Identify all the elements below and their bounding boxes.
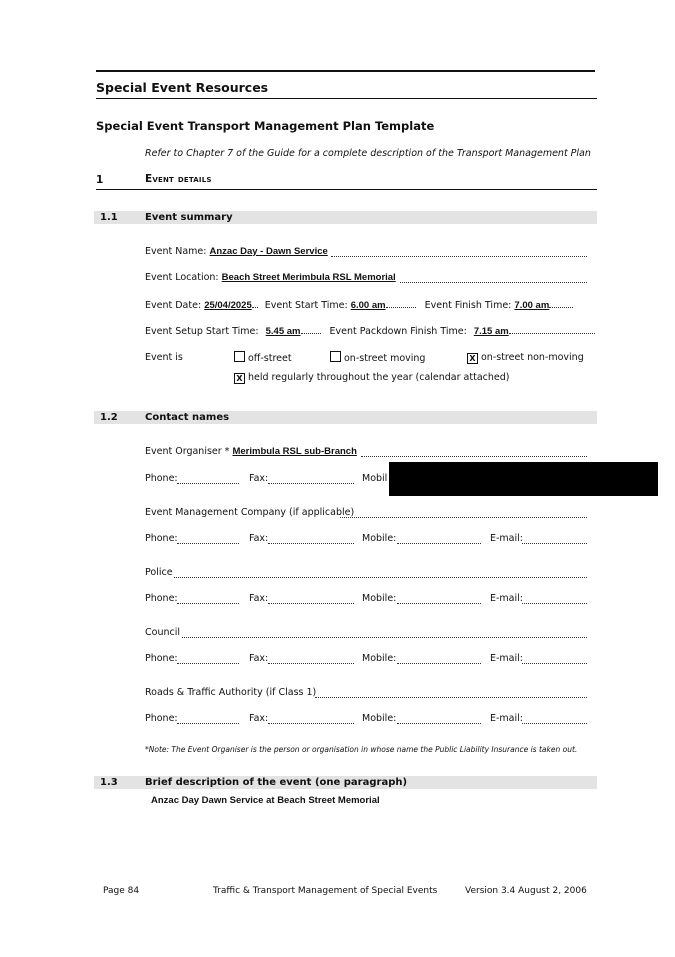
section-1-2-band (94, 411, 597, 424)
rta-label: Roads & Traffic Authority (if Class 1) (145, 687, 317, 698)
council-fax-label: Fax: (249, 653, 269, 664)
emc-fill[interactable] (340, 507, 587, 518)
police-mobile-label: Mobile: (362, 593, 397, 604)
emc-fax-fill[interactable] (268, 533, 354, 544)
header-rule (96, 98, 597, 99)
off-street-checkbox[interactable] (234, 351, 245, 362)
organiser-label: Event Organiser * (145, 446, 230, 457)
emc-phone-fill[interactable] (177, 533, 239, 544)
council-fax-fill[interactable] (268, 653, 354, 664)
template-title: Special Event Transport Management Plan Template (96, 119, 435, 133)
police-email-label: E-mail: (490, 593, 523, 604)
police-fax-label: Fax: (249, 593, 269, 604)
event-date-dots (252, 298, 258, 308)
event-name-value[interactable]: Anzac Day - Dawn Service (209, 246, 328, 257)
held-regularly-label: held regularly throughout the year (calendar attached) (248, 372, 510, 383)
event-location-fill (400, 272, 587, 283)
organiser-fax-label: Fax: (249, 473, 269, 484)
resources-title: Special Event Resources (96, 80, 269, 95)
organiser-mobile-label: Mobil (362, 473, 388, 484)
event-name-row (145, 245, 328, 258)
rta-email-fill[interactable] (522, 713, 587, 724)
start-time-value[interactable]: 6.00 am (350, 300, 386, 311)
section-1-rule (96, 189, 597, 190)
organiser-fill (361, 446, 587, 457)
organiser-fax-fill[interactable] (268, 473, 354, 484)
on-street-moving-checkbox[interactable] (330, 351, 341, 362)
finish-time-dots (549, 298, 573, 308)
police-label: Police (145, 567, 173, 578)
section-1-1-band (94, 211, 597, 224)
option-on-street-non-moving[interactable] (467, 351, 584, 364)
event-name-label: Event Name: (145, 246, 207, 257)
packdown-dots (509, 324, 595, 334)
option-on-street-moving[interactable] (330, 351, 425, 365)
event-description[interactable]: Anzac Day Dawn Service at Beach Street Memorial (151, 795, 380, 806)
held-regularly-checkbox[interactable]: X (234, 373, 245, 384)
organiser-phone-label: Phone: (145, 473, 178, 484)
event-date-row (145, 298, 573, 312)
event-location-value[interactable]: Beach Street Merimbula RSL Memorial (221, 272, 396, 283)
redaction-block (389, 462, 658, 496)
section-1-3-title: Brief description of the event (one paragraph) (145, 777, 408, 788)
rta-fax-fill[interactable] (268, 713, 354, 724)
police-email-fill[interactable] (522, 593, 587, 604)
setup-row (145, 324, 595, 338)
police-phone-label: Phone: (145, 593, 178, 604)
option-off-street[interactable] (234, 351, 292, 365)
setup-time-value[interactable]: 5.45 am (265, 326, 301, 337)
police-fax-fill[interactable] (268, 593, 354, 604)
on-street-non-moving-label: on-street non-moving (481, 352, 584, 363)
finish-time-value[interactable]: 7.00 am (514, 300, 550, 311)
rta-fax-label: Fax: (249, 713, 269, 724)
council-email-label: E-mail: (490, 653, 523, 664)
emc-mobile-label: Mobile: (362, 533, 397, 544)
event-date-label: Event Date: (145, 300, 202, 311)
section-1-1-title: Event summary (145, 212, 233, 223)
setup-dots (301, 324, 321, 334)
council-fill[interactable] (182, 627, 587, 638)
rta-mobile-label: Mobile: (362, 713, 397, 724)
emc-phone-label: Phone: (145, 533, 178, 544)
section-1-title: Event details (145, 173, 212, 185)
police-phone-fill[interactable] (177, 593, 239, 604)
option-held-regularly[interactable] (234, 371, 509, 384)
council-phone-fill[interactable] (177, 653, 239, 664)
council-mobile-fill[interactable] (397, 653, 481, 664)
top-rule (96, 70, 595, 72)
council-email-fill[interactable] (522, 653, 587, 664)
event-date-value[interactable]: 25/04/2025 (204, 300, 252, 311)
event-is-label: Event is (145, 352, 183, 363)
rta-phone-fill[interactable] (177, 713, 239, 724)
emc-label: Event Management Company (if applicable) (145, 507, 355, 518)
organiser-row (145, 445, 357, 458)
emc-email-label: E-mail: (490, 533, 523, 544)
finish-time-label: Event Finish Time: (424, 300, 512, 311)
packdown-time-value[interactable]: 7.15 am (473, 326, 509, 337)
emc-fax-label: Fax: (249, 533, 269, 544)
emc-mobile-fill[interactable] (397, 533, 481, 544)
start-time-dots (386, 298, 416, 308)
police-mobile-fill[interactable] (397, 593, 481, 604)
rta-mobile-fill[interactable] (397, 713, 481, 724)
emc-email-fill[interactable] (522, 533, 587, 544)
rta-phone-label: Phone: (145, 713, 178, 724)
section-1-2-number: 1.2 (100, 412, 118, 423)
section-1-3-number: 1.3 (100, 777, 118, 788)
event-location-row (145, 271, 396, 284)
section-1-2-title: Contact names (145, 412, 230, 423)
footer-doc-title: Traffic & Transport Management of Special Events (213, 886, 438, 896)
event-name-fill (331, 246, 587, 257)
footer-page: Page 84 (103, 886, 140, 896)
footer-version: Version 3.4 August 2, 2006 (465, 886, 587, 896)
setup-label: Event Setup Start Time: (145, 326, 259, 337)
section-1-3-band (94, 776, 597, 789)
rta-email-label: E-mail: (490, 713, 523, 724)
event-location-label: Event Location: (145, 272, 219, 283)
organiser-value[interactable]: Merimbula RSL sub-Branch (232, 446, 357, 457)
packdown-label: Event Packdown Finish Time: (329, 326, 467, 337)
council-phone-label: Phone: (145, 653, 178, 664)
intro-text: Refer to Chapter 7 of the Guide for a complete description of the Transport Management Plan (145, 148, 591, 159)
council-mobile-label: Mobile: (362, 653, 397, 664)
start-time-label: Event Start Time: (264, 300, 348, 311)
rta-fill[interactable] (315, 687, 587, 698)
council-label: Council (145, 627, 180, 638)
organiser-note: *Note: The Event Organiser is the person or organisation in whose name the Public Liability Insurance is taken out. (145, 745, 578, 754)
section-1-number: 1 (96, 174, 104, 186)
on-street-non-moving-checkbox[interactable]: X (467, 353, 478, 364)
on-street-moving-label: on-street moving (344, 353, 426, 364)
police-fill[interactable] (174, 567, 587, 578)
organiser-phone-fill[interactable] (177, 473, 239, 484)
section-1-1-number: 1.1 (100, 212, 118, 223)
off-street-label: off-street (248, 353, 292, 364)
